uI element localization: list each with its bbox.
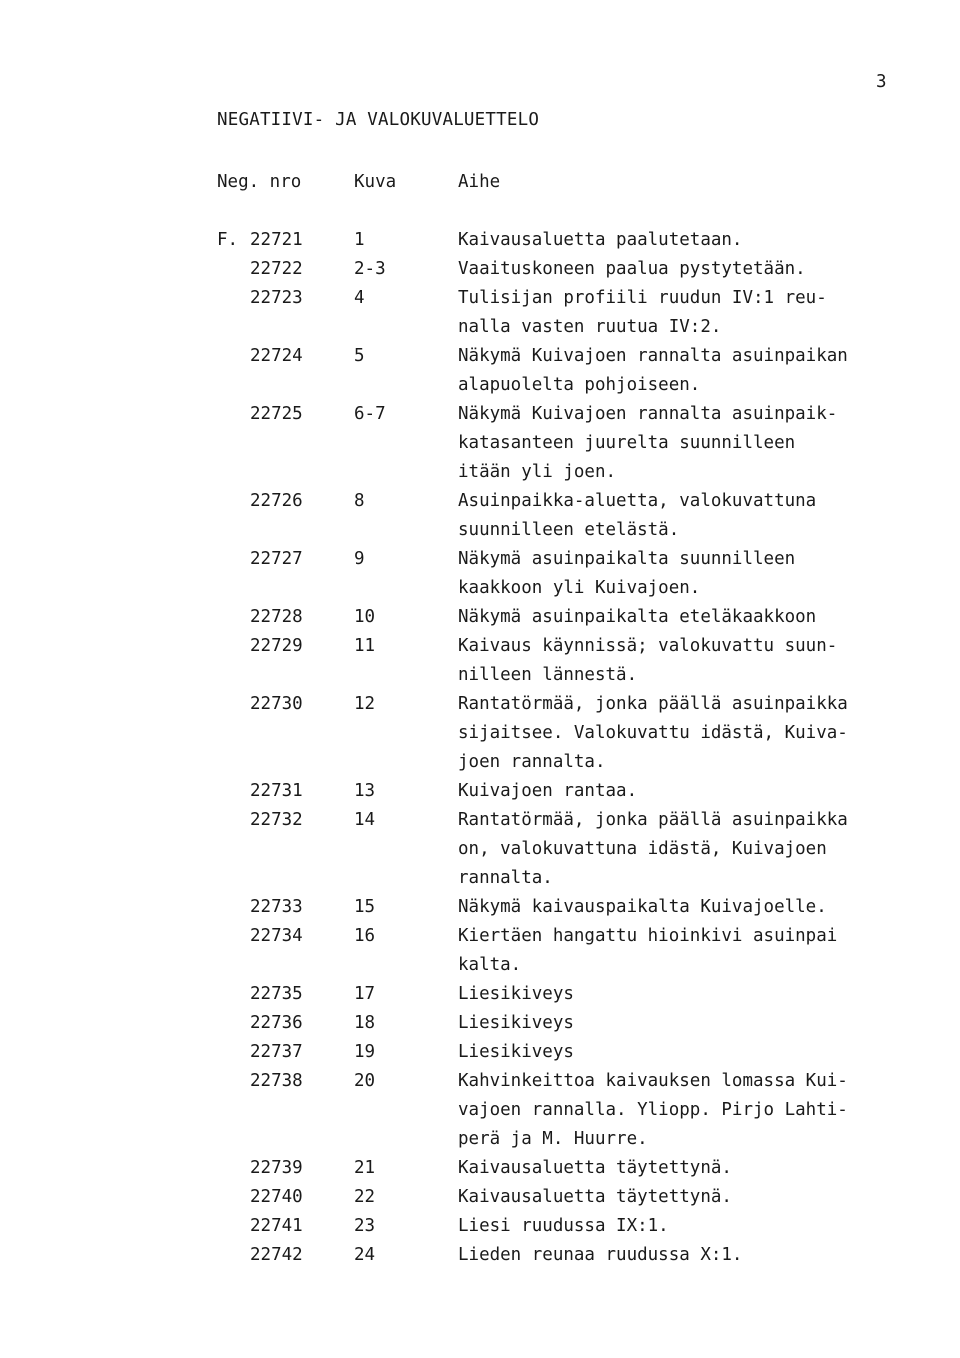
subject-line: Kahvinkeittoa kaivauksen lomassa Kui- [458,1071,848,1091]
subject-description [458,1009,898,1038]
list-item [0,255,960,284]
subject-line: suunnilleen etelästä. [458,520,680,540]
column-headers [0,168,960,197]
list-item [0,1183,960,1212]
picture-number: 2-3 [354,259,386,279]
negative-number: 22728 [250,607,303,627]
subject-line: nalla vasten ruutua IV:2. [458,317,722,337]
subject-line: sijaitsee. Valokuvattu idästä, Kuiva- [458,723,848,743]
subject-line: Näkymä Kuivajoen rannalta asuinpaik- [458,404,838,424]
list-item [0,980,960,1009]
picture-number: 5 [354,346,365,366]
negative-number: 22725 [250,404,303,424]
negative-number: 22731 [250,781,303,801]
subject-line: Liesi ruudussa IX:1. [458,1216,669,1236]
subject-line: katasanteen juurelta suunnilleen [458,433,796,453]
list-item [0,690,960,777]
subject-line: Kaivausaluetta paalutetaan. [458,230,743,250]
picture-number: 6-7 [354,404,386,424]
subject-description [458,603,898,632]
picture-number: 13 [354,781,376,801]
subject-line: Kaivausaluetta täytettynä. [458,1158,732,1178]
picture-number: 12 [354,694,376,714]
negative-number: 22740 [250,1187,303,1207]
subject-line: Rantatörmää, jonka päällä asuinpaikka [458,694,848,714]
subject-description [458,226,898,255]
subject-line: Näkymä asuinpaikalta eteläkaakkoon [458,607,817,627]
subject-line: Liesikiveys [458,984,574,1004]
picture-number: 18 [354,1013,376,1033]
list-item [0,1009,960,1038]
list-item [0,226,960,255]
page-number: 3 [876,72,887,92]
picture-number: 22 [354,1187,376,1207]
subject-line: kalta. [458,955,522,975]
subject-line: Kiertäen hangattu hioinkivi asuinpai [458,926,838,946]
picture-number: 1 [354,230,365,250]
negative-number: 22729 [250,636,303,656]
subject-line: on, valokuvattuna idästä, Kuivajoen [458,839,827,859]
list-item [0,487,960,545]
subject-description [458,777,898,806]
negative-number: 22733 [250,897,303,917]
list-item [0,1067,960,1154]
subject-description [458,1241,898,1270]
list-item [0,632,960,690]
subject-line: alapuolelta pohjoiseen. [458,375,701,395]
subject-description [458,1212,898,1241]
negative-number: 22736 [250,1013,303,1033]
subject-description [458,1154,898,1183]
subject-description [458,632,898,690]
subject-description [458,255,898,284]
list-item [0,893,960,922]
subject-line: vajoen rannalla. Yliopp. Pirjo Lahti- [458,1100,848,1120]
subject-line: itään yli joen. [458,462,617,482]
picture-number: 20 [354,1071,376,1091]
list-item [0,342,960,400]
subject-line: Rantatörmää, jonka päällä asuinpaikka [458,810,848,830]
negative-list [0,226,960,1270]
subject-description [458,690,898,777]
picture-number: 16 [354,926,376,946]
negative-number: 22739 [250,1158,303,1178]
negative-number: 22724 [250,346,303,366]
negative-number: 22721 [250,230,303,250]
list-item [0,806,960,893]
negative-number: 22723 [250,288,303,308]
subject-line: Kaivaus käynnissä; valokuvattu suun- [458,636,838,656]
subject-description [458,400,898,487]
negative-number: 22735 [250,984,303,1004]
list-item [0,1154,960,1183]
subject-description [458,545,898,603]
header-aihe: Aihe [458,172,501,192]
header-neg-nro: Neg. nro [217,172,302,192]
list-item [0,400,960,487]
subject-line: Näkymä asuinpaikalta suunnilleen [458,549,796,569]
picture-number: 10 [354,607,376,627]
subject-description [458,487,898,545]
subject-description [458,1038,898,1067]
subject-line: Liesikiveys [458,1042,574,1062]
subject-description [458,893,898,922]
list-item [0,1241,960,1270]
picture-number: 24 [354,1245,376,1265]
picture-number: 21 [354,1158,376,1178]
list-item [0,922,960,980]
negative-number: 22722 [250,259,303,279]
subject-description [458,342,898,400]
subject-line: Liesikiveys [458,1013,574,1033]
picture-number: 23 [354,1216,376,1236]
subject-description [458,922,898,980]
subject-description [458,284,898,342]
subject-line: Tulisijan profiili ruudun IV:1 reu- [458,288,827,308]
negative-number: 22737 [250,1042,303,1062]
picture-number: 11 [354,636,376,656]
negative-number: 22732 [250,810,303,830]
subject-line: Asuinpaikka-aluetta, valokuvattuna [458,491,817,511]
negative-number: 22741 [250,1216,303,1236]
series-prefix: F. [217,230,239,250]
subject-description [458,1067,898,1154]
picture-number: 15 [354,897,376,917]
subject-line: rannalta. [458,868,553,888]
list-item [0,603,960,632]
negative-number: 22734 [250,926,303,946]
subject-description [458,1183,898,1212]
subject-description [458,980,898,1009]
list-item [0,284,960,342]
subject-description [458,806,898,893]
negative-number: 22727 [250,549,303,569]
picture-number: 17 [354,984,376,1004]
list-item [0,545,960,603]
list-item [0,1212,960,1241]
picture-number: 9 [354,549,365,569]
negative-number: 22726 [250,491,303,511]
negative-number: 22742 [250,1245,303,1265]
subject-line: Näkymä kaivauspaikalta Kuivajoelle. [458,897,827,917]
document-title: NEGATIIVI- JA VALOKUVALUETTELO [217,110,540,130]
picture-number: 14 [354,810,376,830]
header-kuva: Kuva [354,172,397,192]
subject-line: nilleen lännestä. [458,665,638,685]
subject-line: joen rannalta. [458,752,606,772]
subject-line: Vaaituskoneen paalua pystytetään. [458,259,806,279]
list-item [0,777,960,806]
subject-line: Kaivausaluetta täytettynä. [458,1187,732,1207]
picture-number: 19 [354,1042,376,1062]
picture-number: 4 [354,288,365,308]
subject-line: Näkymä Kuivajoen rannalta asuinpaikan [458,346,848,366]
subject-line: kaakkoon yli Kuivajoen. [458,578,701,598]
subject-line: perä ja M. Huurre. [458,1129,648,1149]
subject-line: Kuivajoen rantaa. [458,781,638,801]
list-item [0,1038,960,1067]
negative-number: 22730 [250,694,303,714]
subject-line: Lieden reunaa ruudussa X:1. [458,1245,743,1265]
negative-number: 22738 [250,1071,303,1091]
picture-number: 8 [354,491,365,511]
